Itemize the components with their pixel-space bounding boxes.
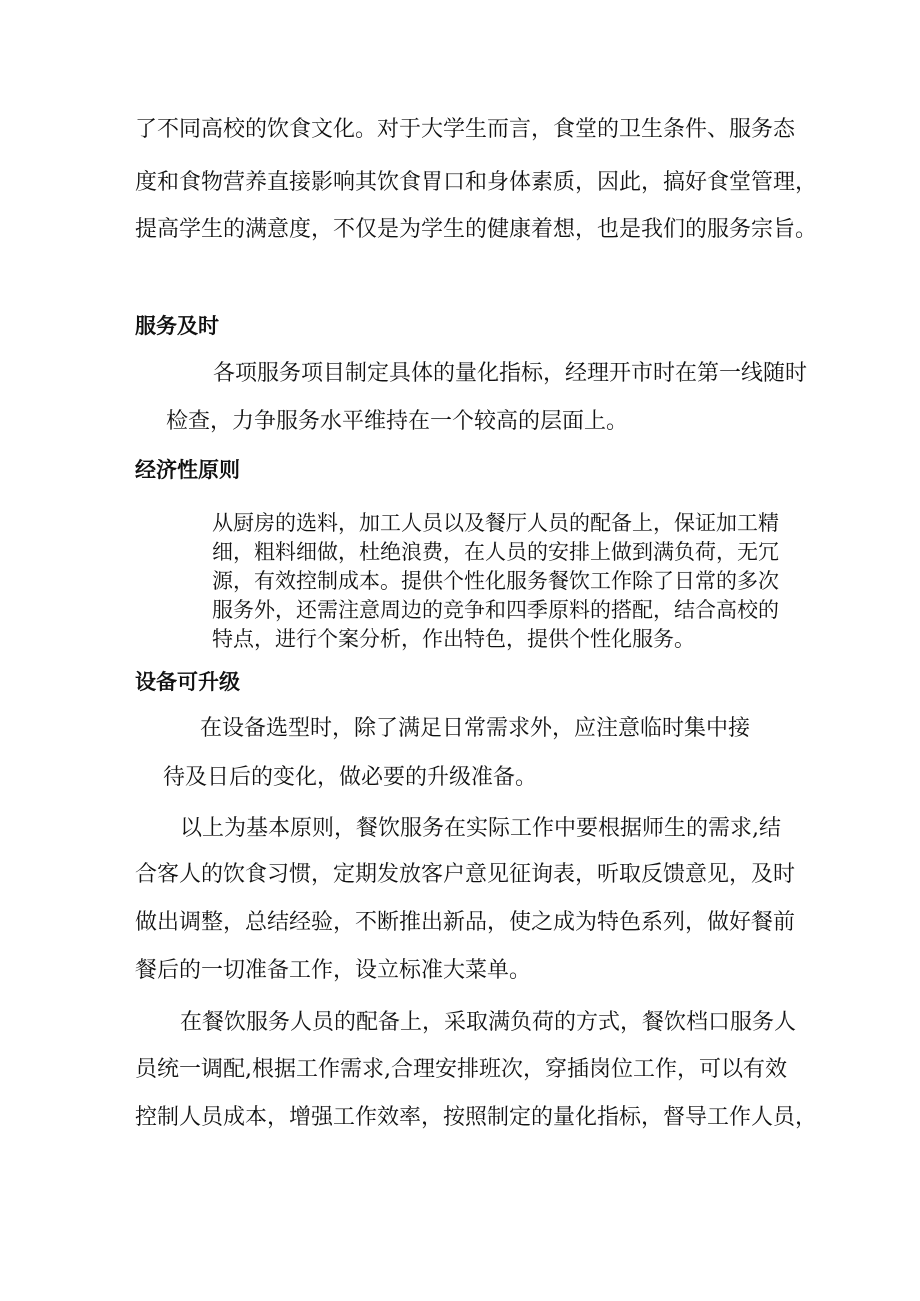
section-heading: 经济性原则 bbox=[135, 458, 240, 482]
section-line: 特点，进行个案分析，作出特色，提供个性化服务。 bbox=[212, 627, 695, 651]
section-line: 细，粗料细做，杜绝浪费，在人员的安排上做到满负荷，无冗 bbox=[212, 540, 779, 564]
closing-line: 在餐饮服务人员的配备上，采取满负荷的方式，餐饮档口服务人 bbox=[180, 1010, 797, 1035]
section-heading: 设备可升级 bbox=[135, 670, 240, 694]
intro-line: 了不同高校的饮食文化。对于大学生而言，食堂的卫生条件、服务态 bbox=[135, 117, 796, 142]
section-line: 检查，力争服务水平维持在一个较高的层面上。 bbox=[166, 409, 629, 434]
intro-line: 度和食物营养直接影响其饮食胃口和身体素质，因此，搞好食堂管理， bbox=[135, 170, 818, 195]
section-heading: 服务及时 bbox=[135, 314, 219, 338]
section-line: 在设备选型时，除了满足日常需求外，应注意临时集中接 bbox=[200, 716, 751, 741]
closing-line: 餐后的一切准备工作，设立标准大菜单。 bbox=[135, 958, 532, 983]
section-line: 源，有效控制成本。提供个性化服务餐饮工作除了日常的多次 bbox=[212, 569, 779, 593]
section-line: 各项服务项目制定具体的量化指标，经理开市时在第一线随时 bbox=[213, 361, 808, 386]
intro-line: 提高学生的满意度，不仅是为学生的健康着想，也是我们的服务宗旨。 bbox=[135, 217, 818, 242]
closing-line: 控制人员成本，增强工作效率，按照制定的量化指标，督导工作人员， bbox=[135, 1105, 818, 1130]
closing-line: 以上为基本原则，餐饮服务在实际工作中要根据师生的需求,结 bbox=[180, 816, 781, 841]
section-line: 待及日后的变化，做必要的升级准备。 bbox=[163, 765, 538, 790]
closing-line: 员统一调配,根据工作需求,合理安排班次，穿插岗位工作，可以有效 bbox=[135, 1057, 787, 1082]
closing-line: 做出调整，总结经验，不断推出新品，使之成为特色系列，做好餐前 bbox=[135, 910, 796, 935]
section-line: 服务外，还需注意周边的竞争和四季原料的搭配，结合高校的 bbox=[212, 598, 779, 622]
section-line: 从厨房的选料，加工人员以及餐厅人员的配备上，保证加工精 bbox=[212, 511, 779, 535]
closing-line: 合客人的饮食习惯，定期发放客户意见征询表，听取反馈意见，及时 bbox=[135, 862, 796, 887]
section-dense-paragraph bbox=[212, 509, 779, 654]
